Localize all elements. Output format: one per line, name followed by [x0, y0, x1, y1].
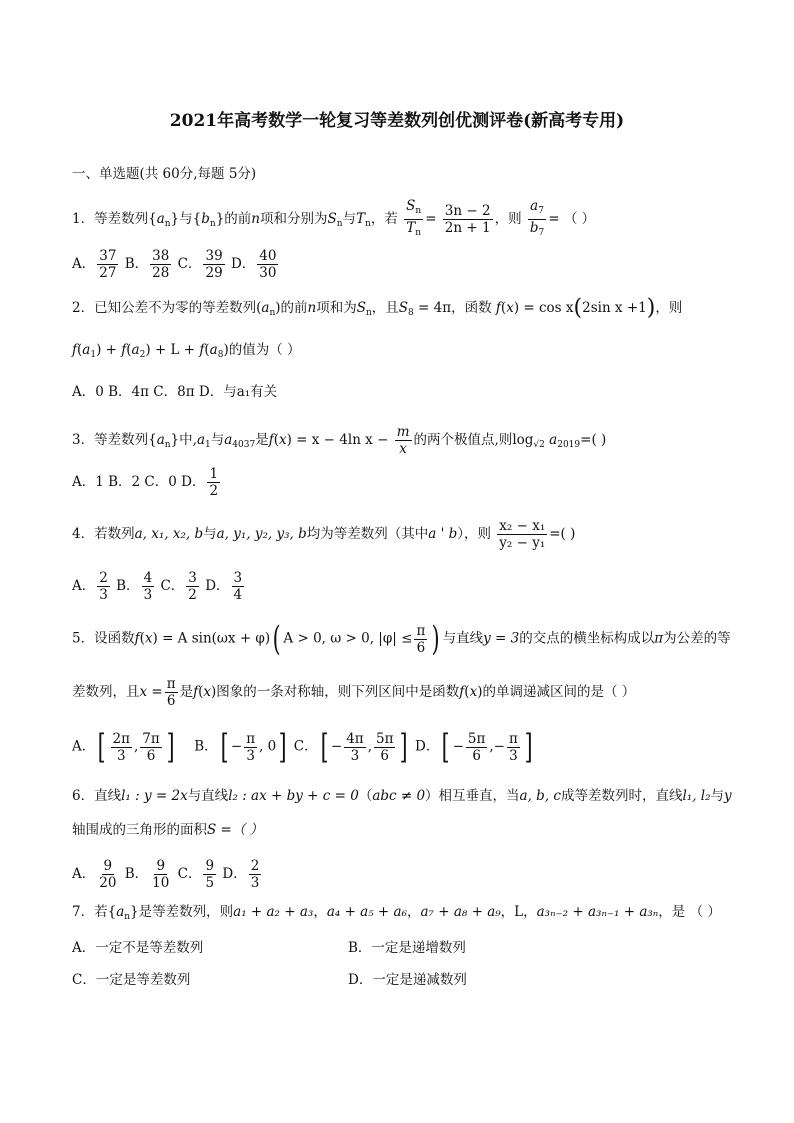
question-5-line-2: 差数列，且x = $\frac{\pi}{6}$ 是f(x)图象的一条对称轴，则下列区间中是函数f(x)的单调递减区间的是（ ）: [72, 676, 636, 709]
q7-option-b[interactable]: B．一定是递增数列: [348, 940, 466, 956]
q1-ratio-st: $\frac{S_n}{T_n}$: [406, 198, 422, 238]
q6-option-b[interactable]: B． $\frac{9}{10}$: [124, 858, 170, 891]
q5-option-a[interactable]: A．[ $\frac{2\pi}{3}$ , $\frac{7\pi}{6}$ ]: [72, 727, 175, 767]
question-3-options[interactable]: A．1 B．2 C．0 D． $\frac{1}{2}$: [72, 466, 219, 499]
question-4-stem: 4．若数列a, x₁, x₂, b与a, y₁, y₂, y₃, b均为等差数列（其中a ' b），则 $\frac{\text{x₂ − x₁}}{\text{y₂ − y₁}}$ =( ): [72, 518, 576, 551]
q1-ratio-ab: $\frac{a_7}{b_7}$: [529, 198, 545, 238]
q5-option-b[interactable]: B．[ − $\frac{\pi}{3}$ , 0]: [194, 727, 287, 767]
page-title: 2021年高考数学一轮复习等差数列创优测评卷(新高考专用): [169, 111, 625, 131]
q1-ratio-expr: $\frac{3n - 2}{2n + 1}$: [444, 203, 491, 236]
question-2-options[interactable]: A．0 B．4π C．8π D．与a₁有关: [72, 384, 278, 400]
question-2-line-1: 2．已知公差不为零的等差数列$(a_n)$的前n项和为$S_n$，且$S_8 = 4\pi$，函数 f(x) = cos x(2sin x +1)，则: [72, 295, 683, 321]
q7-option-c[interactable]: C．一定是等差数列: [72, 972, 191, 988]
question-5-options: [72, 727, 535, 767]
q4-option-b[interactable]: B． $\frac{4}{3}$: [116, 570, 153, 603]
q5-option-c[interactable]: C．[ − $\frac{4\pi}{3}$ , $\frac{5\pi}{6}$ ]: [293, 727, 409, 767]
q1-option-b[interactable]: B． $\frac{38}{28}$: [124, 248, 170, 281]
q1-option-d[interactable]: D． $\frac{40}{30}$: [230, 248, 277, 281]
question-2-line-2: $f(a_1) + f(a_2) + L + f(a_8)$的值为（ ）: [72, 342, 301, 360]
question-5-line-1: 5．设函数f(x) = A sin(ωx + φ)( A > 0, ω > 0, |φ| ≤ $\frac{\pi}{6}$ ) 与直线y = 3的交点的横坐标构成以π为公差的等: [72, 619, 731, 659]
q4-option-d[interactable]: D． $\frac{3}{4}$: [205, 570, 243, 603]
q7-option-d[interactable]: D．一定是递减数列: [348, 972, 467, 988]
question-4-options: [72, 570, 246, 603]
q1-option-c[interactable]: C． $\frac{39}{29}$: [177, 248, 223, 281]
question-6-line-1: 6．直线l₁ : y = 2x与直线l₂ : ax + by + c = 0（abc ≠ 0）相互垂直，当a, b, c成等差数列时，直线l₁, l₂与y: [72, 788, 732, 804]
q6-option-a[interactable]: A． $\frac{9}{20}$: [72, 858, 117, 891]
question-6-options: [72, 858, 263, 891]
section-heading: 一、单选题(共 60分,每题 5分): [72, 166, 257, 182]
q6-option-d[interactable]: D． $\frac{2}{3}$: [222, 858, 260, 891]
q4-option-a[interactable]: A． $\frac{2}{3}$: [72, 570, 108, 603]
question-7-stem: 7．若$\{a_n\}$是等差数列，则a₁ + a₂ + a₃，a₄ + a₅ + a₆，a₇ + a₈ + a₉，L，a₃ₙ₋₂ + a₃ₙ₋₁ + a₃ₙ，是 （ ）: [72, 904, 721, 922]
q1-option-a[interactable]: A． $\frac{37}{27}$: [72, 248, 117, 281]
question-1-stem: 1．等差数列$\{a_n\}$与$\{b_n\}$的前n项和分别为$S_n$与$T_n$，若 $\frac{S_n}{T_n}$ = $\frac{3n - 2}{2n + 1}$ ，则 $\frac{a_7}{b_7}$ = （ ）: [72, 198, 595, 241]
q6-option-c[interactable]: C． $\frac{9}{5}$: [177, 858, 215, 891]
q5-option-d[interactable]: D．[ − $\frac{5\pi}{6}$ ,− $\frac{\pi}{3}$ ]: [415, 727, 533, 767]
question-6-line-2: 轴围成的三角形的面积S =（ ）: [72, 822, 264, 838]
q7-option-a[interactable]: A．一定不是等差数列: [72, 940, 204, 956]
q4-option-c[interactable]: C． $\frac{3}{2}$: [160, 570, 197, 603]
question-3-stem: 3．等差数列$\{a_n\}$中$,a_1$与$a_{4037}$是f(x) = x − 4ln x − $\frac{m}{x}$ 的两个极值点,则$\log_{√2} a_{2019}=$( ): [72, 424, 607, 457]
question-1-options: [72, 248, 280, 281]
